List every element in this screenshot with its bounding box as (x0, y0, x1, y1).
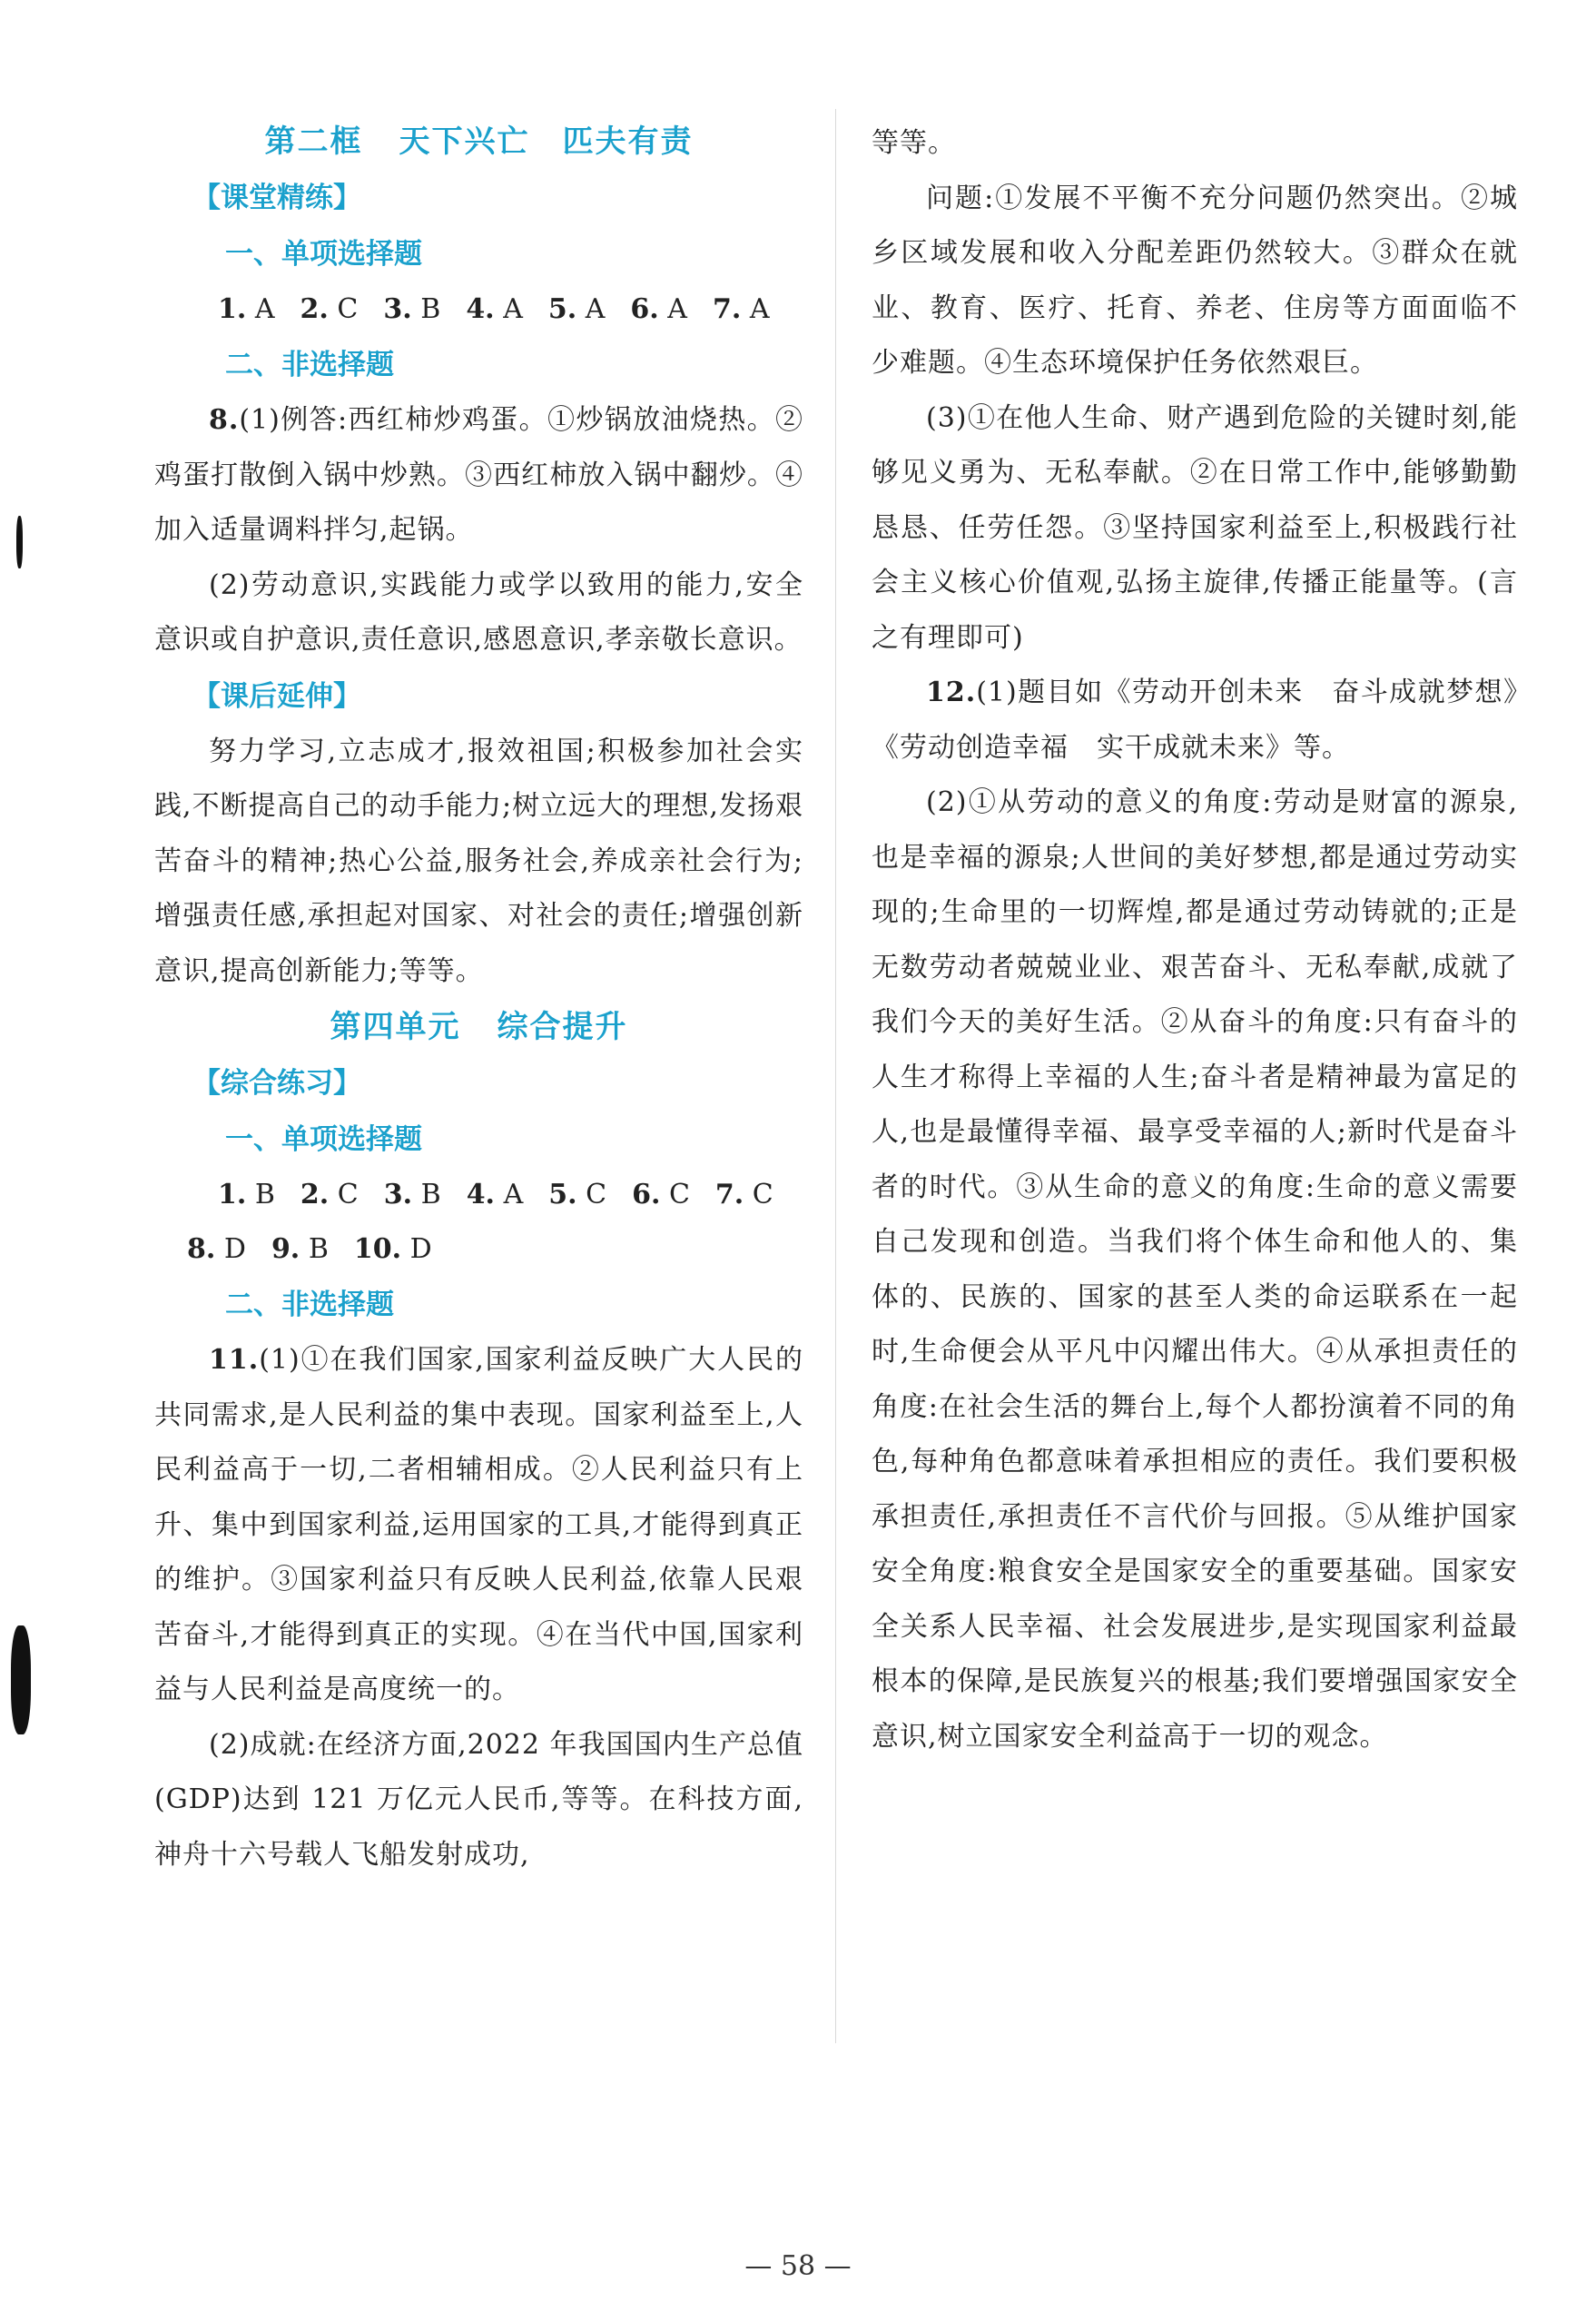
answer-item (715, 1168, 773, 1222)
unit-title-label: 第四单元 (330, 1009, 461, 1045)
answer-letter: B (420, 293, 441, 325)
answer-row (154, 282, 803, 337)
answer-number: 5. (548, 1179, 577, 1210)
answer-item (218, 282, 275, 337)
answer-letter: A (503, 1179, 524, 1210)
answer-number: 6. (632, 1179, 661, 1210)
answer-letter: A (254, 293, 275, 325)
answer-number: 2. (300, 293, 329, 325)
answer-letter: C (752, 1179, 773, 1210)
scan-mark (16, 516, 23, 568)
q12-number: 12. (926, 677, 977, 708)
column-divider (835, 109, 836, 2043)
continued-text: 等等。 (872, 127, 956, 159)
extension-heading: 【课后延伸】 (192, 679, 361, 713)
answer-item (467, 1168, 524, 1222)
answer-number: 8. (187, 1233, 216, 1265)
answer-number: 3. (383, 293, 412, 325)
answer-letter: B (308, 1233, 329, 1265)
q8-part1-text: (1)例答:西红柿炒鸡蛋。①炒锅放油烧热。②鸡蛋打散倒入锅中炒熟。③西红柿放入锅中翻炒。④加入适量调料拌匀,起锅。 (154, 404, 803, 546)
nonmc-heading: 二、非选择题 (225, 349, 394, 381)
comprehensive-heading: 【综合练习】 (192, 1067, 361, 1100)
answer-letter: A (585, 293, 606, 325)
answer-item (630, 282, 687, 337)
mc-heading: 一、单项选择题 (225, 1123, 422, 1156)
q12-part2: (2)①从劳动的意义的角度:劳动是财富的源泉,也是幸福的源泉;人世间的美好梦想,都是通过劳动实现的;生命里的一切辉煌,都是通过劳动铸就的;正是无数劳动者兢兢业业、艰苦奋斗、无私奉献,成就了我们今天的美好生活。②从奋斗的角度:只有奋斗的人生才称得上幸福的人生;奋斗者是精神最为富足的人,也是最懂得幸福、最享受幸福的人;新时代是奋斗者的时代。③从生命的意义的角度:生命的意义需要自己发现和创造。当我们将个体生命和他人的、集体的、民族的、国家的甚至人类的命运联系在一起时,生命便会从平凡中闪耀出伟大。④从承担责任的角度:在社会生活的舞台上,每个人都扮演着不同的角色,每种角色都意味着承担相应的责任。我们要积极承担责任,承担责任不言代价与回报。⑤从维护国家安全角度:粮食安全是国家安全的重要基础。国家安全关系人民幸福、社会发展进步,是实现国家利益最根本的保障,是民族复兴的根基;我们要增强国家安全意识,树立国家安全利益高于一切的观念。 (872, 786, 1518, 1753)
answer-number: 5. (547, 293, 577, 325)
q8-number: 8. (209, 404, 240, 436)
answer-item (548, 282, 606, 337)
mc-heading: 一、单项选择题 (225, 238, 422, 271)
q8-part2: (2)劳动意识,实践能力或学以致用的能力,安全意识或自护意识,责任意识,感恩意识,孝亲敬长意识。 (154, 568, 803, 656)
answer-letter: A (667, 293, 687, 325)
q12-part1 (872, 666, 1518, 776)
answer-letter: B (420, 1179, 441, 1210)
q8-part1 (154, 393, 803, 558)
answer-number: 1. (218, 1179, 247, 1210)
answer-item (300, 1168, 359, 1222)
answer-letter: C (668, 1179, 690, 1210)
answer-letter: D (223, 1233, 246, 1265)
answer-row (154, 1168, 803, 1222)
answer-letter: C (586, 1179, 607, 1210)
answer-number: 10. (353, 1233, 402, 1265)
answer-number: 9. (271, 1233, 300, 1265)
q11-part1 (154, 1333, 803, 1718)
answer-number: 2. (300, 1179, 330, 1210)
q11-part2: (2)成就:在经济方面,2022 年我国国内生产总值(GDP)达到 121 万亿元人民币,等等。在科技方面,神舟十六号载人飞船发射成功, (154, 1728, 803, 1871)
answer-number: 1. (218, 293, 247, 325)
answer-row (154, 1222, 803, 1277)
q11-part1-text: (1)①在我们国家,国家利益反映广大人民的共同需求,是人民利益的集中表现。国家利益至上,人民利益高于一切,二者相辅相成。②人民利益只有上升、集中到国家利益,运用国家的工具,才能得到真正的维护。③国家利益只有反映人民利益,依靠人民艰苦奋斗,才能得到真正的实现。④在当代中国,国家利益与人民利益是高度统一的。 (154, 1344, 803, 1705)
unit-title-text: 综合提升 (497, 1009, 628, 1045)
section-title-text: 天下兴亡 匹夫有责 (399, 123, 694, 160)
answer-item (354, 1222, 432, 1277)
answer-letter: B (254, 1179, 275, 1210)
answer-item (632, 1168, 690, 1222)
answer-letter: D (409, 1233, 432, 1265)
problems-paragraph: 问题:①发展不平衡不充分问题仍然突出。②城乡区域发展和收入分配差距仍然较大。③群众在就业、教育、医疗、托育、养老、住房等方面面临不少难题。④生态环境保护任务依然艰巨。 (872, 182, 1518, 379)
nonmc-heading: 二、非选择题 (225, 1289, 394, 1321)
unit-title (154, 999, 803, 1055)
answer-letter: C (337, 293, 359, 325)
answer-item (218, 1168, 275, 1222)
q12-part1-text: (1)题目如《劳动开创未来 奋斗成就梦想》《劳动创造幸福 实干成就未来》等。 (872, 677, 1518, 764)
answer-number: 3. (383, 1179, 413, 1210)
right-column (872, 116, 1518, 1764)
answer-item (383, 282, 440, 337)
answer-item (713, 282, 770, 337)
answer-number: 7. (712, 293, 742, 325)
classroom-heading: 【课堂精练】 (192, 182, 361, 214)
answer-letter: A (749, 293, 770, 325)
answer-letter: C (337, 1179, 359, 1210)
section-title-label: 第二框 (264, 123, 363, 160)
answer-number: 4. (466, 293, 495, 325)
answer-item (300, 282, 359, 337)
answer-item (466, 282, 523, 337)
scan-mark (11, 1625, 31, 1734)
page-number: — 58 — (744, 2250, 852, 2282)
answer-number: 7. (714, 1179, 744, 1210)
answer-item (187, 1222, 246, 1277)
section-title (154, 114, 803, 170)
answer-item (548, 1168, 606, 1222)
q11-number: 11. (209, 1344, 260, 1376)
answer-letter: A (503, 293, 523, 325)
answer-item (271, 1222, 329, 1277)
answer-item (384, 1168, 441, 1222)
answer-number: 4. (466, 1179, 496, 1210)
answer-number: 6. (630, 293, 659, 325)
left-column (154, 114, 803, 1882)
extension-paragraph: 努力学习,立志成才,报效祖国;积极参加社会实践,不断提高自己的动手能力;树立远大的理想,发扬艰苦奋斗的精神;热心公益,服务社会,养成亲社会行为;增强责任感,承担起对国家、对社会的责任;增强创新意识,提高创新能力;等等。 (154, 735, 803, 987)
q11-part3: (3)①在他人生命、财产遇到危险的关键时刻,能够见义勇为、无私奉献。②在日常工作中,能够勤勤恳恳、任劳任怨。③坚持国家利益至上,积极践行社会主义核心价值观,弘扬主旋律,传播正能量等。(言之有理即可) (872, 401, 1518, 654)
